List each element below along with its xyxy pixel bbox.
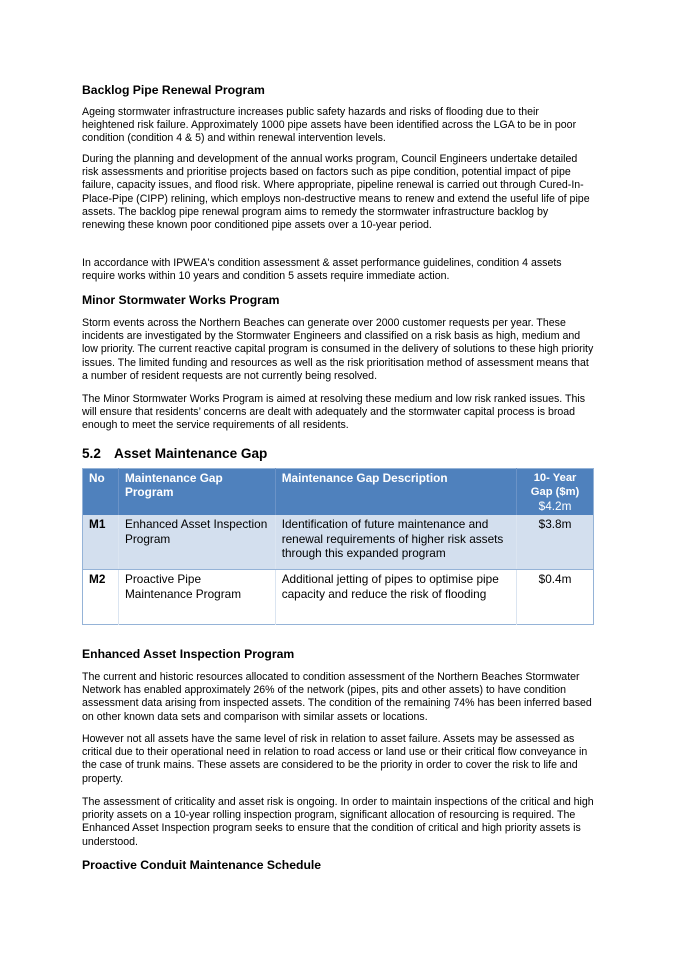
section-title [82,446,267,462]
cell-description: Additional jetting of pipes to optimise pipe capacity and reduce the risk of flooding [275,570,516,625]
table-row [83,570,594,625]
section-number: 5.2 [82,446,101,461]
minor-heading: Minor Stormwater Works Program [82,293,280,307]
table-row [83,515,594,570]
header-program: Maintenance Gap Program [118,469,275,516]
cell-gap: $0.4m [538,572,572,586]
header-no: No [83,469,119,516]
enhanced-paragraph-3: The assessment of criticality and asset risk is ongoing. In order to maintain inspections of the critical and high priority assets on a 10-year rolling inspection program, significant allocation of resourcing is required. The Enhanced Asset Inspection program seeks to ensure that the condition of critical and high priority assets is understood. [82,796,594,848]
proactive-heading: Proactive Conduit Maintenance Schedule [82,858,322,872]
backlog-paragraph-3: In accordance with IPWEA's condition assessment & asset performance guidelines, condition 4 assets require works within 10 years and condition 5 assets require immediate action. [82,257,562,283]
enhanced-paragraph-1: The current and historic resources allocated to condition assessment of the Northern Beaches Stormwater Network has enabled approximately 26% of the network (pipes, pits and other assets) to have condition assessment data arising from inspected assets. The condition of the remaining 74% has been inferred based on other known data sets and comparison with similar assets or locations. [82,671,592,723]
minor-paragraph-1: Storm events across the Northern Beaches can generate over 2000 customer requests per year. These incidents are investigated by the Stormwater Engineers and classified on a risk basis as high, medium and low priority. The current reactive capital program is consumed in the delivery of solutions to these high priority issues. The limited funding and resources as well as the risk prioritisation method of assessment means that a number of resident requests are not currently being resolved. [82,317,594,382]
cell-no: M1 [83,515,119,570]
cell-program: Enhanced Asset Inspection Program [118,515,275,570]
backlog-heading: Backlog Pipe Renewal Program [82,83,265,97]
maintenance-gap-table [82,468,594,625]
cell-program: Proactive Pipe Maintenance Program [118,570,275,625]
enhanced-paragraph-2: However not all assets have the same level of risk in relation to asset failure. Assets may be assessed as critical due to their operational need in relation to road access or land use or their critical flow conveyance in the case of trunk mains. These assets are considered to be the priority in order to cover the risk to life and property. [82,733,588,785]
enhanced-heading: Enhanced Asset Inspection Program [82,647,295,661]
backlog-paragraph-1: Ageing stormwater infrastructure increases public safety hazards and risks of flooding due to their heightened risk failure. Approximately 1000 pipe assets have been identified across the LGA to be in poor condition (condition 4 & 5) and within renewal intervention levels. [82,106,577,145]
cell-description: Identification of future maintenance and renewal requirements of higher risk assets through this expanded program [275,515,516,570]
table-header-row [83,469,594,516]
cell-gap: $3.8m [517,515,594,570]
header-description: Maintenance Gap Description [275,469,516,516]
cell-no: M2 [83,570,119,625]
header-gap [517,469,594,516]
backlog-paragraph-2: During the planning and development of the annual works program, Council Engineers undertake detailed risk assessments and prioritise projects based on factors such as pipe condition, potential impact of pipe failure, capacity issues, and flood risk. Where appropriate, pipeline renewal is carried out through Cured-In-Place-Pipe (CIPP) relining, which employs non-destructive means to renew and extend the useful life of pipe assets. The backlog pipe renewal program aims to remedy the stormwater infrastructure backlog by renewing these known poor conditioned pipe assets over a 10-year period. [82,153,590,232]
section-title-text: Asset Maintenance Gap [114,446,268,461]
header-gap-total: $4.2m [538,499,572,513]
header-gap-title: 10- Year Gap ($m) [530,472,580,498]
minor-paragraph-2: The Minor Stormwater Works Program is aimed at resolving these medium and low risk ranked issues. This will ensure that residents’ concerns are dealt with adequately and the stormwater capital process is broad enough to meet the service requirements of all residents. [82,393,585,432]
